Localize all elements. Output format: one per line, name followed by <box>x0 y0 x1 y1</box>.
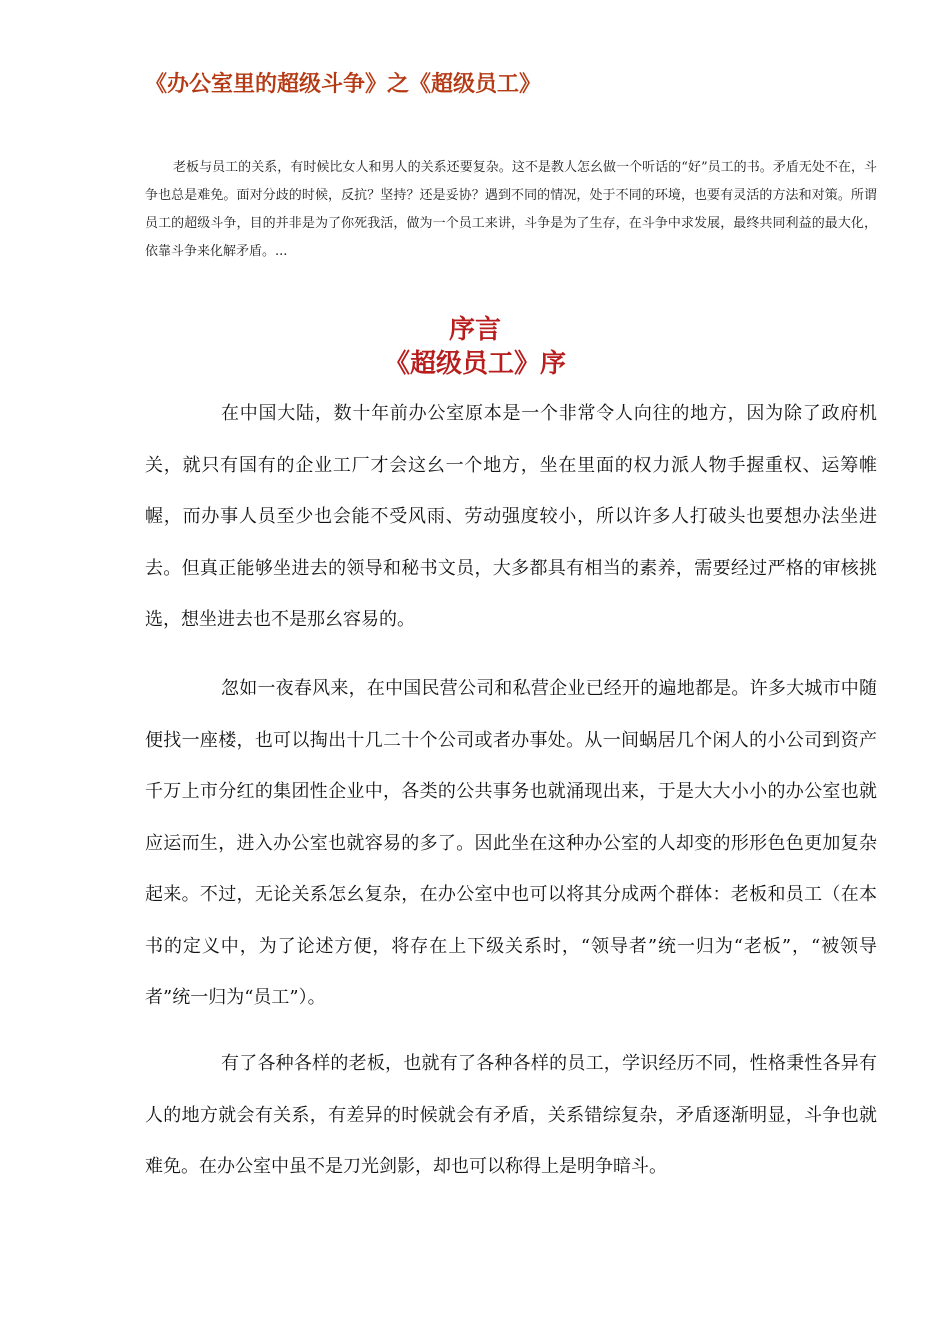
preface-heading-line2: 《超级员工》序 <box>383 349 566 379</box>
preface-heading <box>0 313 950 381</box>
body-paragraph-2: 忽如一夜春风来，在中国民营公司和私营企业已经开的遍地都是。许多大城市中随便找一座楼，也可以掏出十几二十个公司或者办事处。从一间蜗居几个闲人的小公司到资产千万上市分红的集团性企业中，各类的公共事务也就涌现出来，于是大大小小的办公室也就应运而生，进入办公室也就容易的多了。因此坐在这种办公室的人却变的形形色色更加复杂起来。不过，无论关系怎幺复杂，在办公室中也可以将其分成两个群体：老板和员工（在本书的定义中，为了论述方便，将存在上下级关系时，“领导者”统一归为“老板”，“被领导者”统一归为“员工”）。 <box>145 678 877 1008</box>
summary-paragraph: 老板与员工的关系，有时候比女人和男人的关系还要复杂。这不是教人怎幺做一个听话的“好”员工的书。矛盾无处不在，斗争也总是难免。面对分歧的时候，反抗？坚持？还是妥协？遇到不同的情况，处于不同的环境，也要有灵活的方法和对策。所谓员工的超级斗争，目的并非是为了你死我活，做为一个员工来讲，斗争是为了生存，在斗争中求发展，最终共同利益的最大化，依靠斗争来化解矛盾。... <box>145 160 877 259</box>
body-paragraph-1: 在中国大陆，数十年前办公室原本是一个非常令人向往的地方，因为除了政府机关，就只有国有的企业工厂才会这幺一个地方，坐在里面的权力派人物手握重权、运筹帷幄，而办事人员至少也会能不受风雨、劳动强度较小，所以许多人打破头也要想办法坐进去。但真正能够坐进去的领导和秘书文员，大多都具有相当的素养，需要经过严格的审核挑选，想坐进去也不是那幺容易的。 <box>145 403 877 630</box>
body-paragraph-3: 有了各种各样的老板，也就有了各种各样的员工，学识经历不同，性格秉性各异有人的地方就会有关系，有差异的时候就会有矛盾，关系错综复杂，矛盾逐渐明显，斗争也就难免。在办公室中虽不是刀光剑影，却也可以称得上是明争暗斗。 <box>145 1053 877 1177</box>
document-title: 《办公室里的超级斗争》之《超级员工》 <box>145 71 542 97</box>
preface-heading-line1: 序言 <box>448 315 501 345</box>
